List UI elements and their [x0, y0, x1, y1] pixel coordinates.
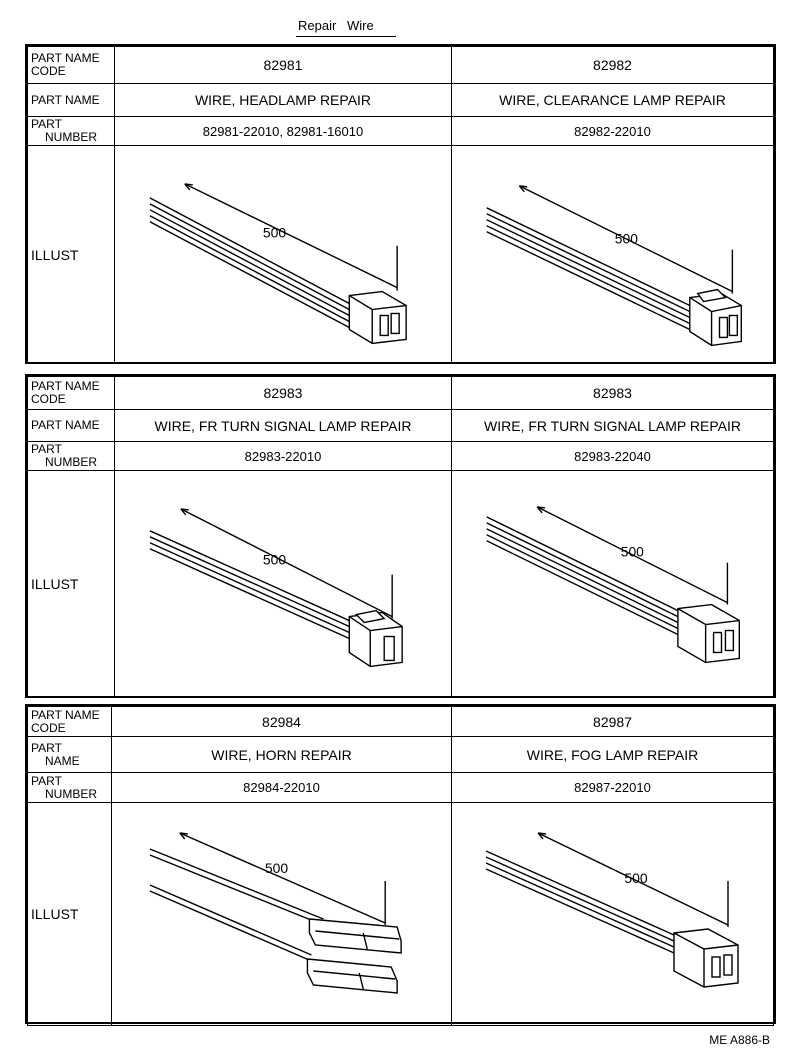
title-underline [296, 36, 396, 37]
illust-label: ILLUST [28, 471, 115, 697]
part-name: WIRE, CLEARANCE LAMP REPAIR [452, 84, 774, 117]
connector-drawing [452, 146, 773, 363]
part-code: 82981 [115, 47, 452, 84]
title-word-repair: Repair [298, 18, 337, 33]
part-name-label: PART NAME [28, 737, 112, 773]
part-name: WIRE, FR TURN SIGNAL LAMP REPAIR [452, 410, 774, 442]
document-code: ME A886-B [709, 1033, 770, 1047]
wire-illustration [115, 146, 452, 364]
part-name: WIRE, FR TURN SIGNAL LAMP REPAIR [115, 410, 452, 442]
part-number: 82983-22040 [452, 442, 774, 471]
part-name-label: PART NAME [28, 410, 115, 442]
illust-label: ILLUST [28, 803, 112, 1026]
dimension-label: 500 [614, 230, 638, 247]
code-label: PART NAME CODE [28, 707, 112, 737]
part-number: 82987-22010 [452, 773, 774, 803]
connector-drawing [452, 803, 773, 1025]
dimension-label: 500 [620, 543, 644, 560]
part-number: 82982-22010 [452, 117, 774, 146]
title-word-wire: Wire [347, 18, 374, 33]
wire-illustration [452, 146, 774, 364]
wire-illustration [115, 471, 452, 697]
parts-section-3 [25, 704, 776, 1024]
dimension-label: 500 [624, 870, 648, 886]
parts-section-2 [25, 374, 776, 698]
part-number-label: PART NUMBER [28, 442, 115, 471]
dimension-label: 500 [262, 551, 287, 568]
part-number-label: PART NUMBER [28, 773, 112, 803]
parts-section-1 [25, 44, 776, 364]
part-number-label: PART NUMBER [28, 117, 115, 146]
wire-illustration [452, 471, 774, 697]
connector-drawing [115, 146, 451, 363]
part-number: 82983-22010 [115, 442, 452, 471]
part-name-label: PART NAME [28, 84, 115, 117]
illust-label: ILLUST [28, 146, 115, 364]
connector-drawing [115, 471, 451, 696]
wire-illustration [452, 803, 774, 1026]
code-label: PART NAME CODE [28, 47, 115, 84]
part-code: 82983 [115, 377, 452, 410]
part-code: 82987 [452, 707, 774, 737]
part-name: WIRE, FOG LAMP REPAIR [452, 737, 774, 773]
connector-drawing [452, 471, 773, 696]
part-number: 82984-22010 [112, 773, 452, 803]
part-name: WIRE, HEADLAMP REPAIR [115, 84, 452, 117]
part-code: 82983 [452, 377, 774, 410]
dimension-label: 500 [264, 859, 289, 877]
dimension-label: 500 [262, 224, 287, 241]
part-number: 82981-22010, 82981-16010 [115, 117, 452, 146]
connector-drawing [112, 803, 451, 1025]
part-code: 82984 [112, 707, 452, 737]
code-label: PART NAME CODE [28, 377, 115, 410]
part-name: WIRE, HORN REPAIR [112, 737, 452, 773]
wire-illustration [112, 803, 452, 1026]
part-code: 82982 [452, 47, 774, 84]
